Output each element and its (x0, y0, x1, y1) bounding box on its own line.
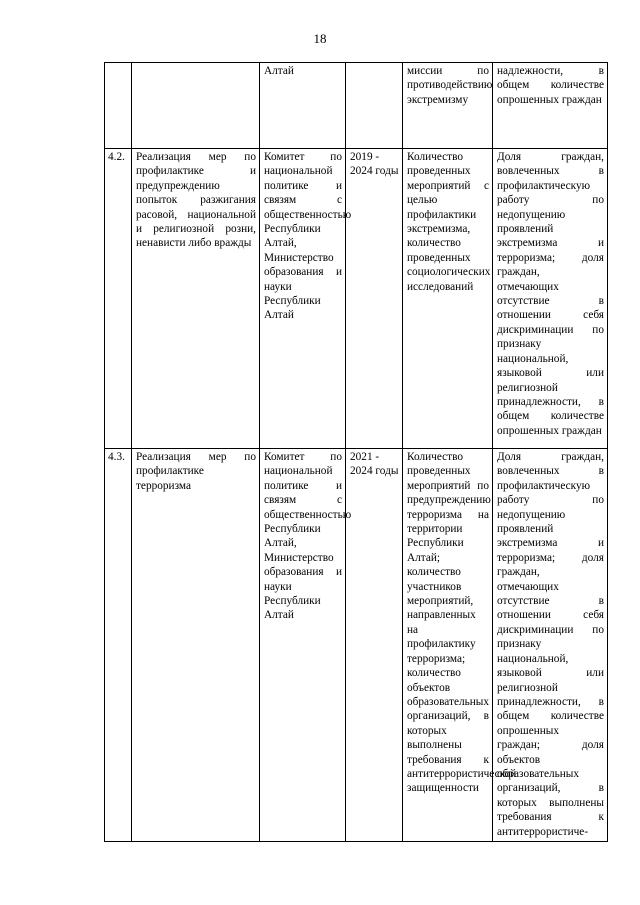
period-cell: 2021 - 2024 годы (346, 449, 403, 842)
page-number: 18 (313, 31, 327, 46)
indicator-cell: Количество проведенных мероприятий с целью профилактики экстремизма, количество проведенных социологических исследований (403, 149, 493, 449)
executor-cell: Комитет по национальной политике и связям с общественностью Республики Алтай, Министерство образования и науки Республики Алтай (260, 449, 346, 842)
indicator-cell: Количество проведенных мероприятий по предупреждению терроризма на территории Республики Алтай; количество участников мероприятий, направленных на профилактику терроризма; количество объектов образовательных организаций, в которых выполнены требования к антитеррористической защищенности (403, 449, 493, 842)
period-cell: 2019 - 2024 годы (346, 149, 403, 449)
period-cell (346, 63, 403, 149)
measure-cell: Реализация мер по профилактике и предупреждению попыток разжигания расовой, национальной и религиозной розни, ненависти либо вражды (132, 149, 260, 449)
executor-cell: Комитет по национальной политике и связям с общественностью Республики Алтай, Министерство образования и науки Республики Алтай (260, 149, 346, 449)
table-row-4-2 (105, 149, 608, 449)
row-number-cell: 4.3. (105, 449, 132, 842)
table-row-continuation (105, 63, 608, 149)
measure-cell (132, 63, 260, 149)
row-number-cell (105, 63, 132, 149)
measure-cell: Реализация мер по профилактике терроризма (132, 449, 260, 842)
executor-cell: Алтай (260, 63, 346, 149)
row-number-cell: 4.2. (105, 149, 132, 449)
result-cell: Доля граждан, вовлеченных в профилактическую работу по недопущению проявлений экстремизма и терроризма; доля граждан, отмечающих отсутствие в отношении себя дискриминации по признаку национальной, языковой или религиозной принадлежности, в общем количестве опрошенных граждан; доля объектов образовательных организаций, в которых выполнены требования к антитеррористиче- (493, 449, 608, 842)
program-measures-table (104, 62, 608, 842)
indicator-cell: миссии по противодействию экстремизму (403, 63, 493, 149)
result-cell: Доля граждан, вовлеченных в профилактическую работу по недопущению проявлений экстремизма и терроризма; доля граждан, отмечающих отсутствие в отношении себя дискриминации по признаку национальной, языковой или религиозной принадлежности, в общем количестве опрошенных граждан (493, 149, 608, 449)
result-cell: надлежности, в общем количестве опрошенных граждан (493, 63, 608, 149)
table-row-4-3 (105, 449, 608, 842)
